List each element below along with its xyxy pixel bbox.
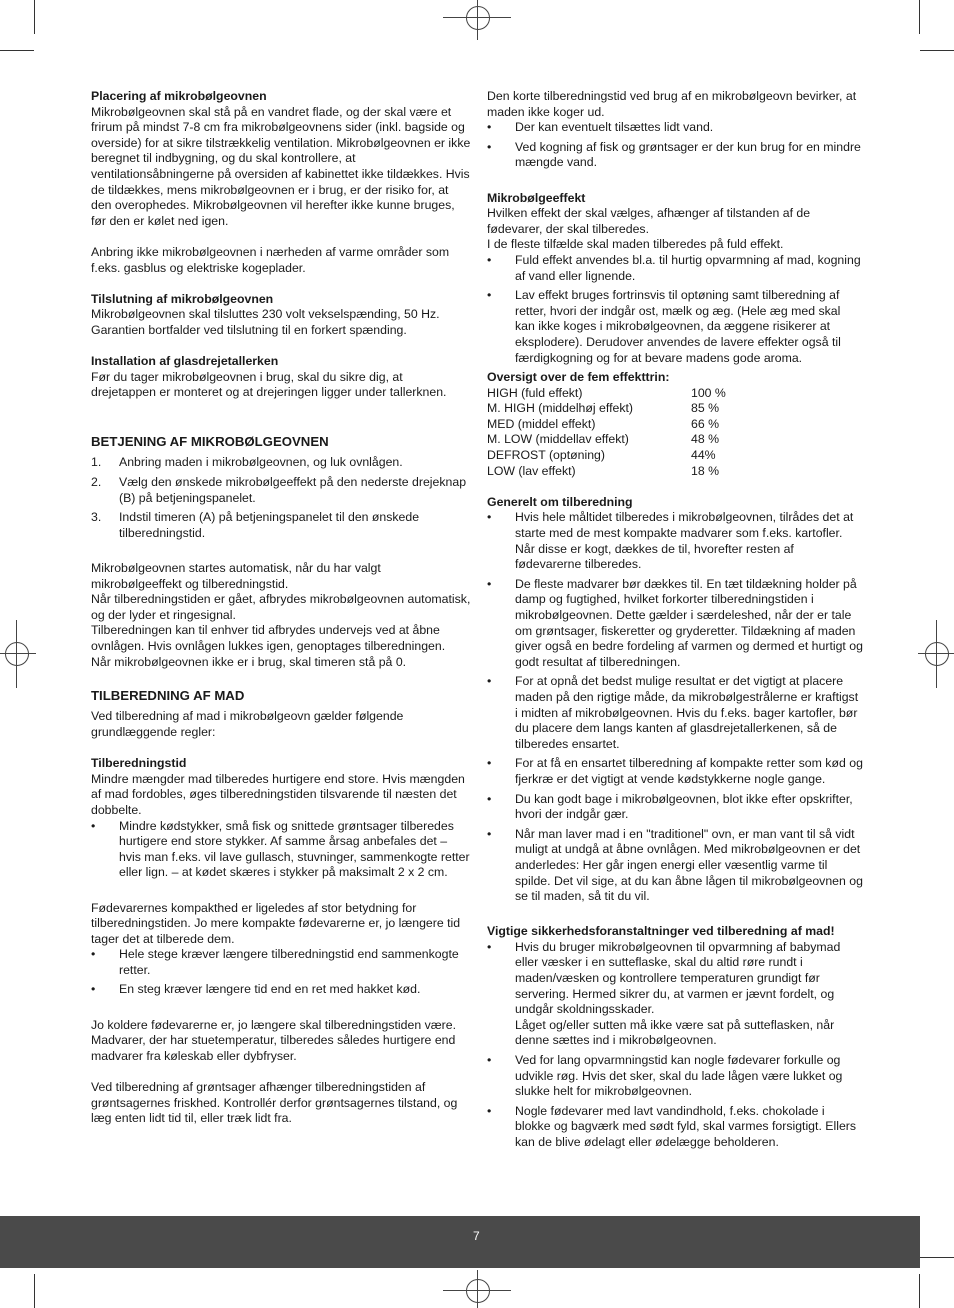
list-item: • Mindre kødstykker, små fisk og snittede grøntsager tilberedes hurtigere end store stykker. Af samme årsag anbefales det – hvis man f.eks. vil lave gullasch, stuvninger, sammenkogte retter eller lign. – at kødet skæres i stykker på maksimalt 2 x 2 cm. (91, 818, 470, 880)
list-item: • Du kan godt bage i mikrobølgeovnen, blot ikke efter opskrifter, hvori der indgår gær. (487, 791, 853, 822)
bullet-list (487, 510, 863, 904)
crop-mark (920, 50, 954, 51)
bullet-list (91, 819, 471, 881)
numbered-list (91, 455, 471, 541)
bullet-list (487, 120, 863, 171)
bullet-list (487, 253, 863, 366)
table-cell: M. LOW (middellav effekt) (487, 432, 629, 447)
right-column (487, 89, 863, 1155)
paragraph: Ved tilberedning af mad i mikrobølgeovn gælder følgende grundlæggende regler: (91, 709, 404, 739)
paragraph: Når mikrobølgeovnen ikke er i brug, skal timeren stå på 0. (91, 654, 407, 669)
crop-mark (919, 1274, 920, 1308)
list-item: • Lav effekt bruges fortrinsvis til optøning samt tilberedning af retter, hvori der indgår ost, mælk og æg. (Hele æg med skal kan ikke koges i mikrobølgeovnen, da æggene risikerer at eksplodere). Derudover anvendes de lavere effekter også til færdigkogning og for at bevare madens gode aroma. (487, 288, 841, 365)
section-title: Tilslutning af mikrobølgeovnen (91, 291, 274, 306)
list-item: 1. Anbring maden i mikrobølgeovnen, og luk ovnlågen. (91, 455, 403, 470)
section-title: Placering af mikrobølgeovnen (91, 89, 267, 103)
paragraph: Anbring ikke mikrobølgeovnen i nærheden af varme områder som f.eks. gasblus og elektriske kogeplader. (91, 244, 450, 275)
table-cell: HIGH (fuld effekt) (487, 385, 583, 400)
power-levels-table (487, 386, 863, 480)
paragraph: Jo koldere fødevarerne er, jo længere skal tilberedningstiden være. Madvarer, der har stuetemperatur, tilberedes således hurtigere end madvarer fra køleskab eller dybfryser. (91, 1017, 457, 1063)
list-item: 3. Indstil timeren (A) på betjeningspanelet til den ønskede tilberedningstid. (91, 510, 420, 540)
section-title: Tilberedningstid (91, 756, 187, 771)
page-footer (0, 1216, 920, 1268)
table-cell: MED (middel effekt) (487, 416, 596, 431)
list-item: • Hvis du bruger mikrobølgeovnen til opvarmning af babymad eller væsker i en sutteflaske, skal du altid røre rundt i maden/væsken og kontrollere temperaturen grundigt før servering. Hermed sikrer du, at varmen er jævnt fordelt, og undgår skoldningsskader. Låget og/eller sutten må ikke være sat på sutteflasken, når denne sættes ind i mikrobølgeovnen. (487, 939, 841, 1048)
section-title: Generelt om tilberedning (487, 494, 633, 509)
left-column (91, 89, 471, 1127)
bullet-list (91, 947, 471, 998)
crop-mark (920, 1257, 954, 1258)
bullet-list (487, 940, 863, 1151)
paragraph: Ved tilberedning af grøntsager afhænger tilberedningstiden af grøntsagernes friskhed. Kontrollér derfor grøntsagernes tilstand, og læg enten lidt tid til, eller træk lidt fra. (91, 1080, 458, 1126)
section-heading: BETJENING AF MIKROBØLGEOVNEN (91, 433, 329, 449)
crop-mark (0, 50, 34, 51)
section-title: Oversigt over de fem effekttrin: (487, 370, 670, 385)
paragraph: Den korte tilberedningstid ved brug af en mikrobølgeovn bevirker, at maden ikke koger ud. (487, 89, 857, 119)
paragraph: Hvilken effekt der skal vælges, afhænger af tilstanden af de fødevarer, der skal tilberedes. (487, 206, 811, 236)
paragraph: Før du tager mikrobølgeovnen i brug, skal du sikre dig, at drejetappen er monteret og at drejeringen ligger under tallerknen. (91, 369, 447, 400)
section-title: Mikrobølgeeffekt (487, 190, 586, 205)
list-item: • Ved for lang opvarmningstid kan nogle fødevarer forkulle og udvikle røg. Hvis det sker, skal du lade lågen være lukket og slukke helt for mikrobølgeovnen. (487, 1053, 843, 1099)
paragraph: Fødevarernes kompakthed er ligeledes af stor betydning for tilberedningstiden. Jo mere kompakte fødevarerne er, jo længere tid tager det at tilberede dem. (91, 900, 461, 946)
list-item: • Der kan eventuelt tilsættes lidt vand. (487, 120, 714, 135)
paragraph: Mikrobølgeovnen skal stå på en vandret flade, og der skal være et frirum på mindst 7-8 cm fra mikrobølgeovnens sider (inkl. bagside og overside) for at sikre tilstrækkelig ventilation. Mikrobølgeovnen er ikke beregnet til indbygning, og du skal kontrollere, at ventilationsåbningerne på oversiden af kabinettet ikke tildækkes. Hvis de tildækkes, mens mikrobølgeovnen er i brug, er der risiko for, at den overophedes. Mikrobølgeovnen vil herefter ikke kunne bruges, før den er kølet ned igen. (91, 104, 471, 228)
paragraph: I de fleste tilfælde skal maden tilberedes på fuld effekt. (487, 237, 784, 252)
page-number: 7 (473, 1229, 480, 1243)
paragraph: Tilberedningen kan til enhver tid afbrydes undervejs ved at åbne ovnlågen. Hvis ovnlågen lukkes igen, genoptages tilberedningen. (91, 623, 446, 653)
paragraph: Mindre mængder mad tilberedes hurtigere end store. Hvis mængden af mad fordobles, øges tilberedningstiden tilsvarende til næsten det dobbelte. (91, 771, 465, 817)
table-cell: 100 % (691, 385, 726, 400)
section-heading: TILBEREDNING AF MAD (91, 687, 245, 703)
section-title: Vigtige sikkerhedsforanstaltninger ved tilberedning af mad! (487, 924, 835, 939)
crop-mark (34, 1274, 35, 1308)
list-item: • Nogle fødevarer med lavt vandindhold, f.eks. chokolade i blokke og bagværk med sødt fyld, skal varmes forsigtigt. Ellers kan de blive ødelagt eller ødelægge beholderen. (487, 1103, 857, 1149)
table-cell: LOW (lav effekt) (487, 463, 576, 478)
list-item: • Hvis hele måltidet tilberedes i mikrobølgeovnen, tilrådes det at starte med de mest kompakte madvarer som f.eks. kartofler. Når disse er kogt, dækkes de til, hvorefter resten af fødevarerne tilberedes. (487, 510, 854, 572)
list-item: • Ved kogning af fisk og grøntsager er der kun brug for en mindre mængde vand. (487, 139, 861, 170)
list-item: • En steg kræver længere tid end en ret med hakket kød. (91, 982, 421, 997)
list-item: • For at opnå det bedst mulige resultat er det vigtigt at placere maden på den rigtige måde, da mikrobølgestrålerne er kraftigst i midten af mikrobølgeovnen. Hvis du f.eks. bager kartofler, bør du placere dem langs kanten af glasdrejetallerkenen, så de tilberedes ensartet. (487, 674, 859, 751)
list-item: • Hele stege kræver længere tilberedningstid end sammenkogte retter. (91, 947, 459, 977)
table-cell: 48 % (691, 432, 720, 447)
table-cell: M. HIGH (middelhøj effekt) (487, 401, 634, 416)
list-item: 2. Vælg den ønskede mikrobølgeeffekt på den nederste drejeknap (B) på betjeningspanelet. (91, 475, 467, 505)
table-cell: 18 % (691, 463, 720, 478)
table-cell: 85 % (691, 401, 720, 416)
crop-mark (919, 0, 920, 34)
list-item: • Når man laver mad i en "traditionel" ovn, er man vant til så vidt muligt at undgå at åbne ovnlågen. Med mikrobølgeovnen er det anderledes: Her går ingen energi eller væsentlig varme til spilde. Det vil sige, at du kan åbne lågen til mikrobølgeovnen og se til maden, så tit du vil. (487, 826, 863, 904)
list-item: • De fleste madvarer bør dækkes til. En tæt tildækning holder på damp og fugtighed, hvilket forkorter tilberedningstiden i mikrobølgeovnen. Dette gælder i særdeleshed, når der er tale om grøntsager, fiskeretter og gryderetter. Tildækning af maden giver også en bedre fordeling af varmen og dermed et hurtigt og godt resultat af tilberedningen. (487, 576, 863, 669)
list-item: • Fuld effekt anvendes bl.a. til hurtig opvarmning af mad, kogning af vand eller lignende. (487, 252, 861, 283)
paragraph: Mikrobølgeovnen skal tilsluttes 230 volt vekselspænding, 50 Hz. Garantien bortfalder ved tilslutning til en forkert spænding. (91, 307, 440, 337)
section-title: Installation af glasdrejetallerken (91, 354, 279, 369)
crop-mark (34, 0, 35, 34)
table-cell: 44% (691, 448, 716, 463)
paragraph: Når tilberedningstiden er gået, afbrydes mikrobølgeovnen automatisk, og der lyder et ringesignal. (91, 592, 471, 622)
table-cell: 66 % (691, 416, 720, 431)
table-cell: DEFROST (optøning) (487, 448, 605, 463)
paragraph: Mikrobølgeovnen startes automatisk, når du har valgt mikrobølgeeffekt og tilberedningstid. (91, 561, 381, 591)
list-item: • For at få en ensartet tilberedning af kompakte retter som kød og fjerkræ er det vigtigt at vende kødstykkerne nogle gange. (487, 756, 863, 786)
